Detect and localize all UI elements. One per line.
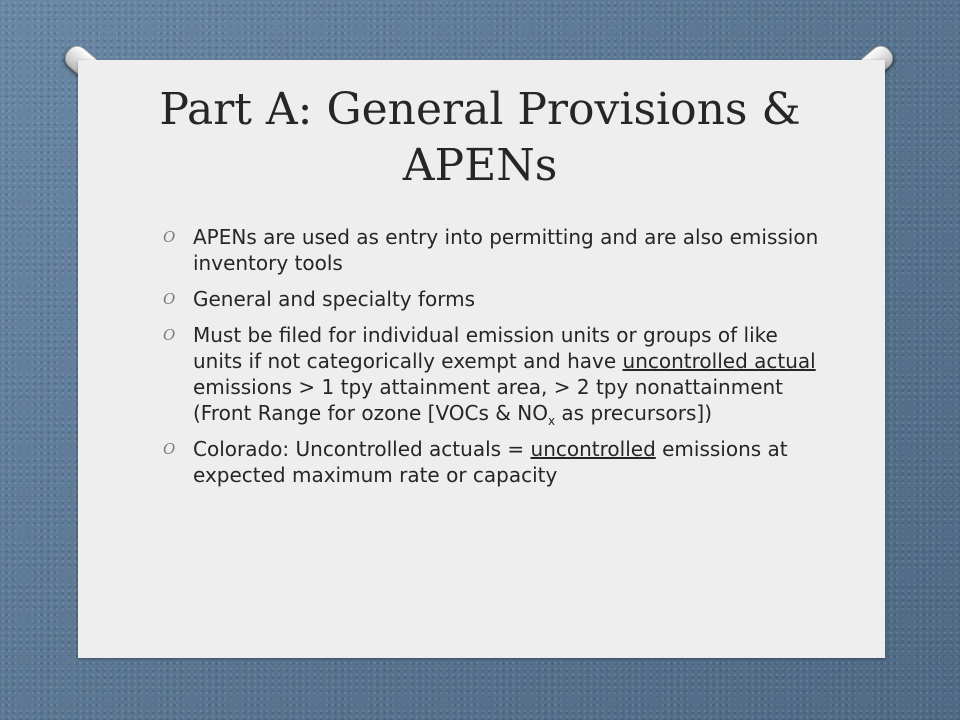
bullet-underlined-text: uncontrolled actual xyxy=(622,349,816,373)
bullet-text-part: emissions at expected maximum rate or capacity xyxy=(193,437,788,487)
bullet-marker-icon: O xyxy=(163,228,176,246)
bullet-text-part: Colorado: Uncontrolled actuals = xyxy=(193,437,531,461)
bullet-list xyxy=(163,224,823,498)
bullet-underlined-text: uncontrolled xyxy=(530,437,656,461)
subscript-text: x xyxy=(547,414,556,428)
bullet-item xyxy=(163,436,823,488)
bullet-marker-icon: O xyxy=(163,326,176,344)
bullet-marker-icon: O xyxy=(163,290,176,308)
bullet-text-part: Must be filed for individual emission units or groups of like units if not categorically exempt and have xyxy=(193,323,778,373)
slide-title: Part A: General Provisions & APENs xyxy=(159,84,801,191)
bullet-item xyxy=(163,286,823,312)
bullet-item xyxy=(163,224,823,276)
bullet-text: General and specialty forms xyxy=(193,287,476,311)
bullet-text-part: emissions > 1 tpy attainment area, > 2 tpy nonattainment (Front Range for ozone [VOCs & NO xyxy=(193,375,784,425)
bullet-text-part: as precursors]) xyxy=(555,401,713,425)
bullet-item xyxy=(163,322,823,426)
bullet-marker-icon: O xyxy=(163,440,176,458)
bullet-text: APENs are used as entry into permitting and are also emission inventory tools xyxy=(193,225,819,275)
